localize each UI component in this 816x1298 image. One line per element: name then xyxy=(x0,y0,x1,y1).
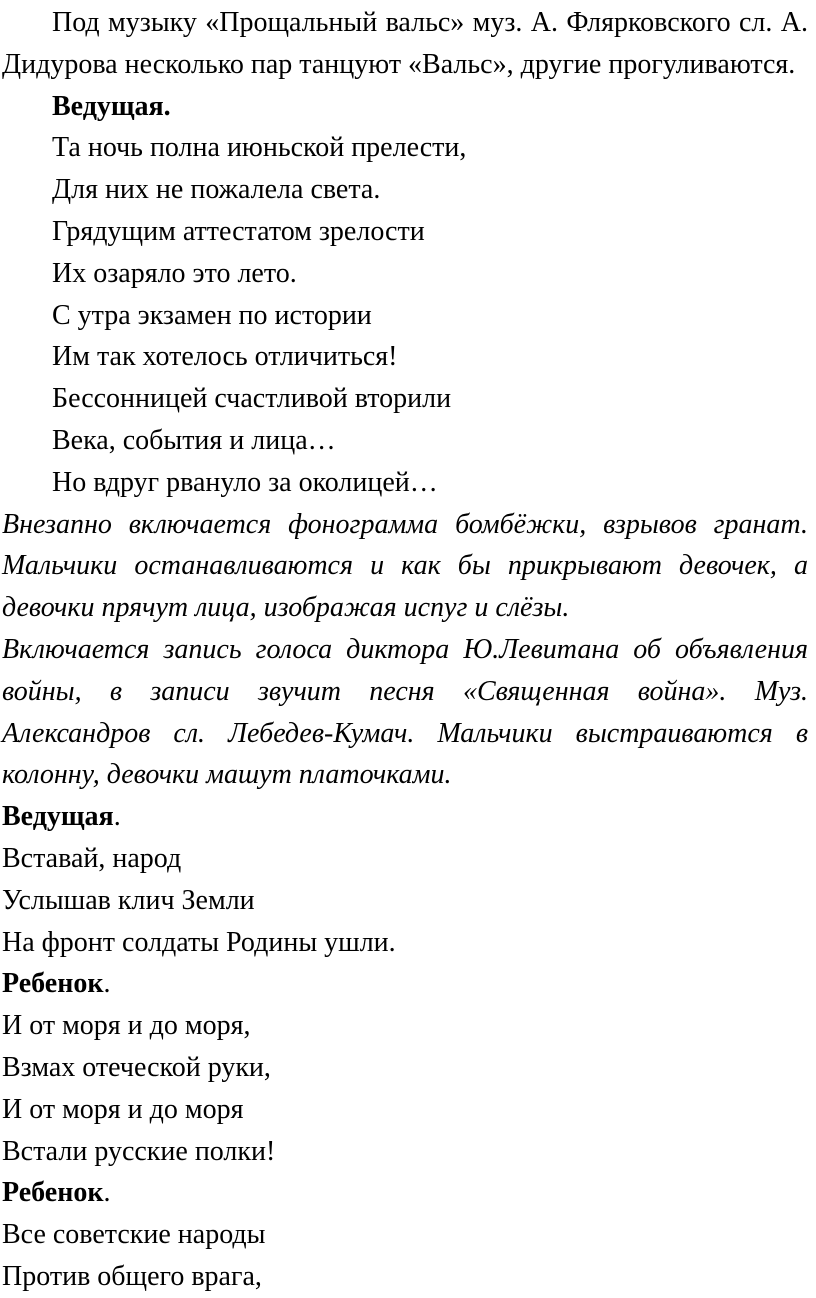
speaker-label xyxy=(2,963,808,1005)
verse-line: Услышав клич Земли xyxy=(2,884,255,916)
verse-line: С утра экзамен по истории xyxy=(52,299,372,331)
speaker-label-tail: . xyxy=(103,1177,111,1209)
verse-line: И от моря и до моря xyxy=(2,1093,244,1125)
speaker-label-tail: . xyxy=(113,801,121,833)
verse-line: Но вдруг рвануло за околицей… xyxy=(52,466,438,498)
speaker-label-tail: . xyxy=(103,968,111,1000)
verse-line: Бессонницей счастливой вторили xyxy=(52,383,452,415)
verse-line: На фронт солдаты Родины ушли. xyxy=(2,926,396,958)
verse-line: Все советские народы xyxy=(2,1219,266,1251)
verse-line: Их озаряло это лето. xyxy=(52,257,297,289)
verse-line: Века, события и лица… xyxy=(52,424,336,456)
speaker-name: Ребенок xyxy=(2,968,104,1000)
speaker-label xyxy=(2,86,808,128)
stage-direction-paragraph: Внезапно включается фонограмма бомбёжки, взрывов гранат. Мальчики останавливаются и как бы прикрывают девочек, а девочки прячут лица, изображая испуг и слёзы. xyxy=(2,508,808,624)
verse-line: Им так хотелось отличиться! xyxy=(52,341,398,373)
speaker-label xyxy=(2,1172,808,1214)
verse-line: Встали русские полки! xyxy=(2,1135,276,1167)
speaker-name: Ведущая xyxy=(2,801,114,833)
verse-line: Для них не пожалела света. xyxy=(52,174,381,206)
verse-line: Взмах отеческой руки, xyxy=(2,1051,271,1083)
stage-direction-paragraph: Включается запись голоса диктора Ю.Левитана об объявления войны, в записи звучит песня «Священная война». Муз. Александров сл. Лебедев-Кумач. Мальчики выстраиваются в колонну, девочки машут платочками. xyxy=(2,633,808,791)
verse-line: Против общего врага, xyxy=(2,1260,262,1292)
speaker-name: Ребенок xyxy=(2,1177,104,1209)
speaker-name: Ведущая. xyxy=(52,90,171,122)
verse-line: Та ночь полна июньской прелести, xyxy=(52,132,467,164)
speaker-label xyxy=(2,796,808,838)
verse-line: И от моря и до моря, xyxy=(2,1010,251,1042)
verse-line: Грядущим аттестатом зрелости xyxy=(52,215,425,247)
stage-direction-paragraph: Под музыку «Прощальный вальс» муз. А. Флярковского сл. А. Дидурова несколько пар танцуют «Вальс», другие прогуливаются. xyxy=(2,7,808,80)
verse-line: Вставай, народ xyxy=(2,842,182,874)
